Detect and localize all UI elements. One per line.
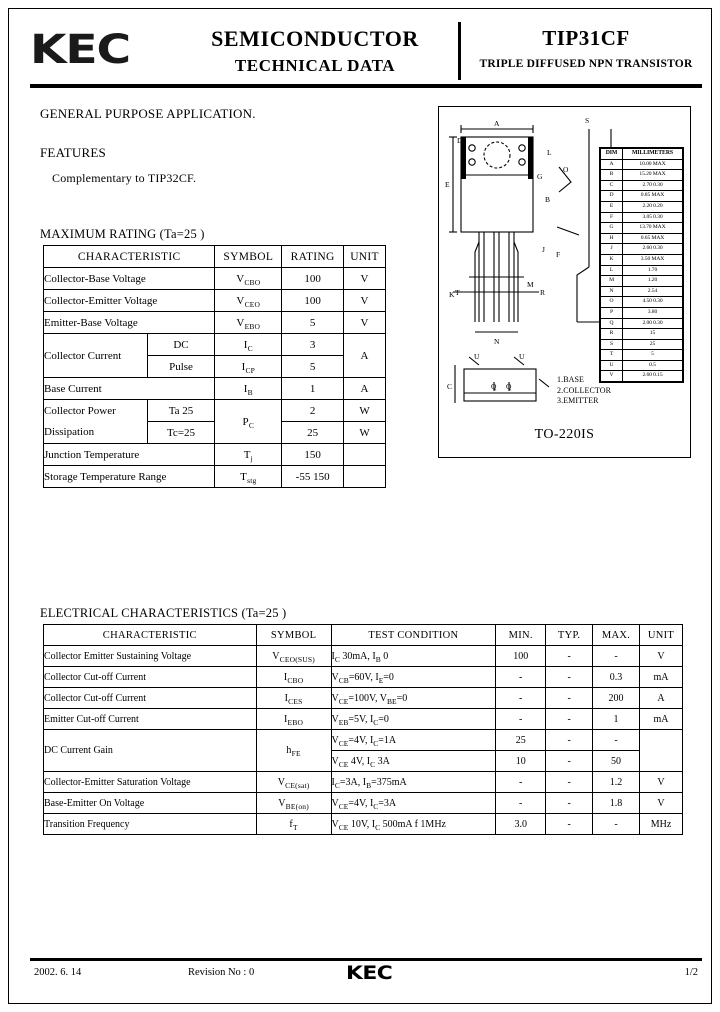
dim-value: 3.05 0.30 — [623, 212, 683, 223]
dim-value: 0.5 — [623, 360, 683, 371]
mr-symbol-6: $P_C$ — [215, 400, 282, 444]
dim-key: M — [601, 276, 623, 287]
svg-text:L: L — [547, 148, 552, 157]
ec-max-3: 1 — [593, 709, 640, 730]
mr-rating-0: 100 — [282, 268, 344, 290]
mr-char-9: Storage Temperature Range — [44, 466, 215, 488]
ec-col-test-condition: TEST CONDITION — [331, 625, 496, 646]
dim-row — [601, 360, 683, 371]
electrical-table-wrap — [43, 624, 683, 835]
ec-cond-6: $I_C=3A$, $I_B=375mA$ — [331, 772, 496, 793]
ec-typ-4: - — [546, 730, 593, 751]
dim-value: 2.00 0.30 — [623, 318, 683, 329]
mr-col-characteristic: CHARACTERISTIC — [44, 246, 215, 268]
ec-col-min: MIN. — [496, 625, 546, 646]
pin-3: 3.EMITTER — [557, 396, 599, 405]
part-subtitle: TRIPLE DIFFUSED NPN TRANSISTOR — [479, 58, 693, 70]
svg-text:E: E — [445, 180, 450, 189]
dim-value: 2.60 0.15 — [623, 371, 683, 382]
features-section — [40, 145, 196, 186]
mr-symbol-1: $V_{CEO}$ — [215, 290, 282, 312]
svg-text:F: F — [556, 250, 561, 259]
dim-row — [601, 339, 683, 350]
svg-text:M: M — [527, 280, 534, 289]
mr-char-6: Collector Power — [44, 400, 148, 422]
svg-text:J: J — [542, 245, 545, 254]
mr-rating-3: 3 — [282, 334, 344, 356]
svg-text:G: G — [537, 172, 543, 181]
dim-row — [601, 371, 683, 382]
svg-text:T: T — [455, 288, 460, 297]
dim-key: N — [601, 286, 623, 297]
dim-key: L — [601, 265, 623, 276]
dimension-table — [599, 147, 684, 383]
dim-col-dim: DIM — [601, 149, 623, 160]
ec-symbol-2: $I_{CES}$ — [256, 688, 331, 709]
ec-cond-4: $V_{CE}=4V$, $I_C=1A$ — [331, 730, 496, 751]
ec-unit-1: mA — [640, 667, 683, 688]
ec-char-0: Collector Emitter Sustaining Voltage — [44, 646, 257, 667]
ec-min-2: - — [496, 688, 546, 709]
ec-min-7: - — [496, 793, 546, 814]
dim-row — [601, 318, 683, 329]
dim-key: J — [601, 244, 623, 255]
mr-unit-5: A — [344, 378, 386, 400]
ec-cond-3: $V_{EB}=5V$, $I_C=0$ — [331, 709, 496, 730]
table-header-row — [44, 625, 683, 646]
dim-key: S — [601, 339, 623, 350]
ec-symbol-6: $V_{CE(sat)}$ — [256, 772, 331, 793]
ec-char-4: DC Current Gain — [44, 730, 257, 772]
mr-unit-3: A — [344, 334, 386, 378]
mr-sub-6: Ta 25 — [147, 400, 215, 422]
dim-value: 25 — [623, 339, 683, 350]
ec-min-0: 100 — [496, 646, 546, 667]
svg-text:U: U — [519, 352, 525, 361]
dim-key: H — [601, 233, 623, 244]
mr-symbol-5: $I_B$ — [215, 378, 282, 400]
ec-max-8: - — [593, 814, 640, 835]
ec-typ-6: - — [546, 772, 593, 793]
ec-cond-8: $V_{CE}$ 10V, $I_C$ 500mA f 1MHz — [331, 814, 496, 835]
mr-symbol-0: $V_{CBO}$ — [215, 268, 282, 290]
ec-min-5: 10 — [496, 751, 546, 772]
ec-min-4: 25 — [496, 730, 546, 751]
table-row — [44, 268, 386, 290]
dim-value: 2.60 0.30 — [623, 244, 683, 255]
ec-max-2: 200 — [593, 688, 640, 709]
dim-key: C — [601, 180, 623, 191]
dim-row — [601, 254, 683, 265]
ec-char-2: Collector Cut-off Current — [44, 688, 257, 709]
table-row — [44, 793, 683, 814]
maximum-rating-table — [43, 245, 386, 488]
kec-logo: KEC — [30, 27, 130, 73]
ec-symbol-4: $h_{FE}$ — [256, 730, 331, 772]
table-row — [44, 378, 386, 400]
ec-typ-7: - — [546, 793, 593, 814]
dim-key: U — [601, 360, 623, 371]
pin-1: 1.BASE — [557, 375, 585, 384]
pin-assignment-list — [557, 375, 611, 407]
mr-col-unit: UNIT — [344, 246, 386, 268]
ec-char-8: Transition Frequency — [44, 814, 257, 835]
mr-symbol-9: $T_{stg}$ — [215, 466, 282, 488]
dim-col-millimeters: MILLIMETERS — [623, 149, 683, 160]
ec-char-7: Base-Emitter On Voltage — [44, 793, 257, 814]
svg-text:D: D — [457, 136, 463, 145]
table-row — [44, 334, 386, 356]
pin-2: 2.COLLECTOR — [557, 385, 612, 395]
table-row — [44, 290, 386, 312]
package-name: TO-220IS — [534, 427, 595, 442]
dim-key: T — [601, 350, 623, 361]
dim-key: G — [601, 223, 623, 234]
mr-char-3: Collector Current — [44, 334, 148, 378]
svg-text:Q: Q — [491, 382, 497, 391]
maximum-rating-title: MAXIMUM RATING (Ta=25 ) — [40, 227, 205, 241]
dim-key: R — [601, 329, 623, 340]
dim-key: V — [601, 371, 623, 382]
page-footer — [30, 964, 702, 988]
mr-unit-8 — [344, 444, 386, 466]
table-row — [44, 646, 683, 667]
ec-unit-7: V — [640, 793, 683, 814]
dim-value: 1.70 — [623, 265, 683, 276]
dim-value: 15.20 MAX — [623, 170, 683, 181]
svg-text:C: C — [447, 382, 453, 391]
mr-rating-9: -55 150 — [282, 466, 344, 488]
ec-char-6: Collector-Emitter Saturation Voltage — [44, 772, 257, 793]
mr-rating-6: 2 — [282, 400, 344, 422]
ec-col-unit: UNIT — [640, 625, 683, 646]
ec-col-symbol: SYMBOL — [256, 625, 331, 646]
mr-char-1: Collector-Emitter Voltage — [44, 290, 215, 312]
header-semiconductor-title: SEMICONDUCTOR — [211, 26, 419, 51]
mr-char-8: Junction Temperature — [44, 444, 215, 466]
dim-value: 2.54 — [623, 286, 683, 297]
dim-key: K — [601, 254, 623, 265]
table-row — [44, 772, 683, 793]
mr-unit-0: V — [344, 268, 386, 290]
ec-symbol-7: $V_{BE(on)}$ — [256, 793, 331, 814]
ec-max-1: 0.3 — [593, 667, 640, 688]
svg-text:K: K — [449, 290, 455, 299]
ec-min-6: - — [496, 772, 546, 793]
svg-text:R: R — [540, 288, 546, 297]
dim-key: P — [601, 307, 623, 318]
mr-symbol-4: $I_{CP}$ — [215, 356, 282, 378]
ec-symbol-0: $V_{CEO(SUS)}$ — [256, 646, 331, 667]
ec-unit-6: V — [640, 772, 683, 793]
ec-typ-3: - — [546, 709, 593, 730]
electrical-characteristics-table — [43, 624, 683, 835]
svg-text:N: N — [494, 337, 500, 346]
dim-row — [601, 191, 683, 202]
ec-typ-8: - — [546, 814, 593, 835]
mr-rating-7: 25 — [282, 422, 344, 444]
page-content — [20, 18, 700, 994]
dim-row — [601, 233, 683, 244]
mr-char-0: Collector-Base Voltage — [44, 268, 215, 290]
mr-rating-4: 5 — [282, 356, 344, 378]
mr-rating-5: 1 — [282, 378, 344, 400]
dim-key: F — [601, 212, 623, 223]
ec-char-1: Collector Cut-off Current — [44, 667, 257, 688]
header-rule — [30, 84, 702, 88]
dim-key: D — [601, 191, 623, 202]
dim-value: 5 — [623, 350, 683, 361]
ec-symbol-1: $I_{CBO}$ — [256, 667, 331, 688]
ec-typ-2: - — [546, 688, 593, 709]
mr-rating-2: 5 — [282, 312, 344, 334]
ec-unit-3: mA — [640, 709, 683, 730]
part-number: TIP31CF — [542, 26, 630, 50]
dim-value: 0.85 MAX — [623, 191, 683, 202]
footer-revision: Revision No : 0 — [188, 967, 255, 978]
ec-min-1: - — [496, 667, 546, 688]
ec-col-characteristic: CHARACTERISTIC — [44, 625, 257, 646]
dim-value: 10.00 MAX — [623, 159, 683, 170]
dim-row — [601, 170, 683, 181]
header-divider — [458, 22, 461, 80]
ec-typ-5: - — [546, 751, 593, 772]
dim-row — [601, 350, 683, 361]
ec-unit-0: V — [640, 646, 683, 667]
svg-text:A: A — [494, 119, 500, 128]
table-row — [44, 688, 683, 709]
dim-value: 4.50 0.30 — [623, 297, 683, 308]
mr-char-2: Emitter-Base Voltage — [44, 312, 215, 334]
electrical-characteristics-title: ELECTRICAL CHARACTERISTICS (Ta=25 ) — [40, 606, 287, 620]
table-row — [44, 444, 386, 466]
dim-row — [601, 329, 683, 340]
table-row — [44, 422, 386, 444]
mr-char-7: Dissipation — [44, 422, 148, 444]
svg-text:U: U — [474, 352, 480, 361]
ec-cond-2: $V_{CE}=100V$, $V_{BE}=0$ — [331, 688, 496, 709]
footer-date: 2002. 6. 14 — [34, 967, 82, 978]
ec-symbol-8: $f_T$ — [256, 814, 331, 835]
ec-symbol-3: $I_{EBO}$ — [256, 709, 331, 730]
mr-symbol-2: $V_{EBO}$ — [215, 312, 282, 334]
dim-key: B — [601, 170, 623, 181]
ec-typ-0: - — [546, 646, 593, 667]
ec-max-6: 1.2 — [593, 772, 640, 793]
dim-value: 13.70 MAX — [623, 223, 683, 234]
svg-text:O: O — [563, 165, 569, 174]
dim-value: 3.50 MAX — [623, 254, 683, 265]
mr-sub-7: Tc=25 — [147, 422, 215, 444]
dim-value: 3.80 — [623, 307, 683, 318]
mr-rating-8: 150 — [282, 444, 344, 466]
mr-unit-7: W — [344, 422, 386, 444]
ec-typ-1: - — [546, 667, 593, 688]
table-row — [44, 400, 386, 422]
ec-unit-8: MHz — [640, 814, 683, 835]
ec-unit-2: A — [640, 688, 683, 709]
dim-row — [601, 244, 683, 255]
dim-header-row — [601, 149, 683, 160]
dim-value: 2.70 0.30 — [623, 180, 683, 191]
header-center — [180, 26, 450, 76]
footer-page-number: 1/2 — [684, 967, 698, 978]
table-row — [44, 709, 683, 730]
dim-row — [601, 276, 683, 287]
ec-max-5: 50 — [593, 751, 640, 772]
table-header-row — [44, 246, 386, 268]
mr-sub-4: Pulse — [147, 356, 215, 378]
dim-row — [601, 265, 683, 276]
dim-key: Q — [601, 318, 623, 329]
ec-cond-0: $I_C$ 30mA, $I_B$ 0 — [331, 646, 496, 667]
table-row — [44, 814, 683, 835]
mr-col-rating: RATING — [282, 246, 344, 268]
ec-col-typ: TYP. — [546, 625, 593, 646]
dim-row — [601, 180, 683, 191]
footer-kec-logo: KEC — [346, 962, 393, 984]
ec-cond-7: $V_{CE}=4V$, $I_C=3A$ — [331, 793, 496, 814]
dim-key: A — [601, 159, 623, 170]
dim-value: 15 — [623, 329, 683, 340]
mr-col-symbol: SYMBOL — [215, 246, 282, 268]
page-header — [20, 18, 700, 84]
svg-text:B: B — [545, 195, 551, 204]
ec-char-3: Emitter Cut-off Current — [44, 709, 257, 730]
ec-cond-5: $V_{CE}$ 4V, $I_C$ 3A — [331, 751, 496, 772]
ec-unit-4 — [640, 730, 683, 772]
feature-item: Complementary to TIP32CF. — [52, 171, 197, 185]
header-right — [470, 26, 702, 70]
table-row — [44, 667, 683, 688]
ec-cond-1: $V_{CB}=60V$, $I_E=0$ — [331, 667, 496, 688]
application-line: GENERAL PURPOSE APPLICATION. — [40, 106, 256, 121]
mr-symbol-8: $T_j$ — [215, 444, 282, 466]
mr-unit-1: V — [344, 290, 386, 312]
dim-value: 0.65 MAX — [623, 233, 683, 244]
mr-unit-2: V — [344, 312, 386, 334]
mr-unit-9 — [344, 466, 386, 488]
ec-min-3: - — [496, 709, 546, 730]
dim-row — [601, 286, 683, 297]
mr-symbol-3: $I_C$ — [215, 334, 282, 356]
dim-row — [601, 223, 683, 234]
dim-row — [601, 297, 683, 308]
footer-rule — [30, 958, 702, 961]
dim-key: O — [601, 297, 623, 308]
maximum-rating-table-wrap — [43, 245, 386, 488]
table-row — [44, 730, 683, 751]
mr-unit-6: W — [344, 400, 386, 422]
dim-value: 1.20 — [623, 276, 683, 287]
dim-value: 2.20 0.20 — [623, 201, 683, 212]
dim-row — [601, 159, 683, 170]
ec-min-8: 3.0 — [496, 814, 546, 835]
ec-max-0: - — [593, 646, 640, 667]
dim-row — [601, 201, 683, 212]
svg-text:Q: Q — [506, 382, 512, 391]
header-technical-data-title: TECHNICAL DATA — [234, 56, 396, 75]
package-drawing-box — [438, 106, 691, 458]
ec-max-7: 1.8 — [593, 793, 640, 814]
ec-max-4: - — [593, 730, 640, 751]
svg-text:S: S — [585, 116, 590, 125]
dim-row — [601, 307, 683, 318]
mr-rating-1: 100 — [282, 290, 344, 312]
ec-col-max: MAX. — [593, 625, 640, 646]
dim-key: E — [601, 201, 623, 212]
features-title: FEATURES — [40, 145, 106, 160]
table-row — [44, 312, 386, 334]
mr-sub-3: DC — [147, 334, 215, 356]
table-row — [44, 466, 386, 488]
mr-char-5: Base Current — [44, 378, 215, 400]
dim-row — [601, 212, 683, 223]
